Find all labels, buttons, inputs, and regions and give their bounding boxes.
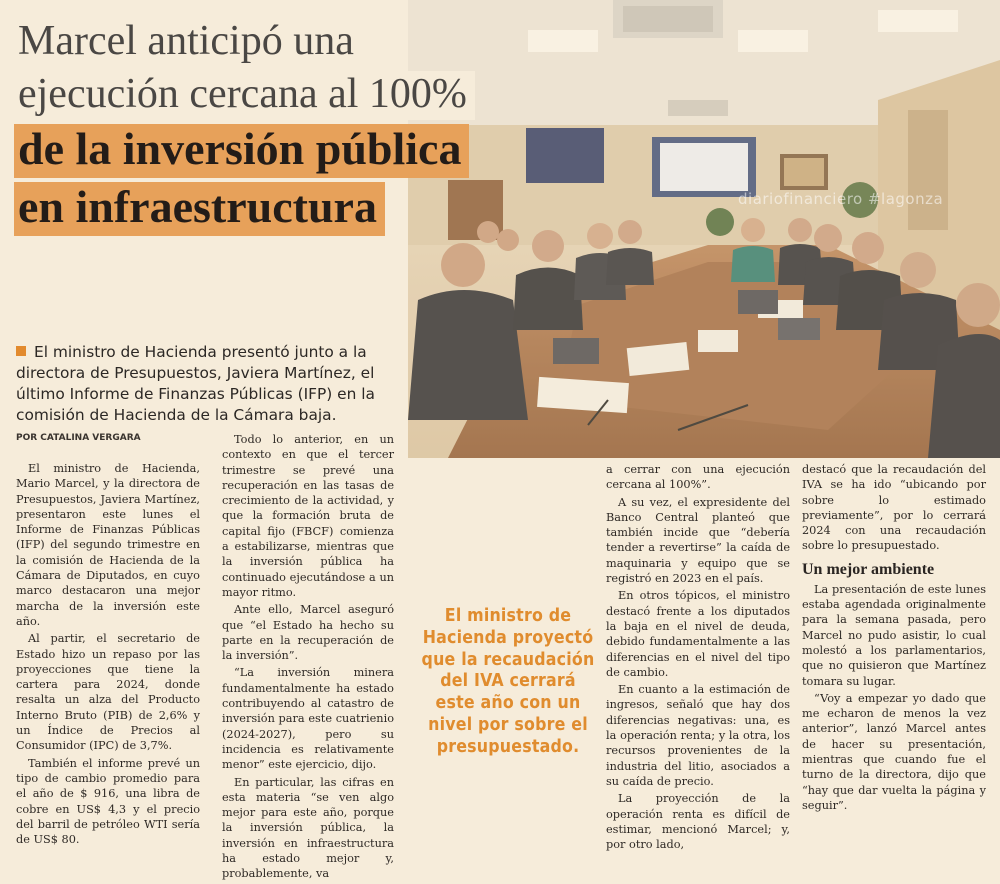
body-column-1	[16, 461, 200, 849]
lead-paragraph	[16, 342, 398, 426]
photo-illustration	[408, 0, 1000, 458]
body-paragraph: También el informe prevé un tipo de cambio promedio para el año de $ 916, una libra de cobre en US$ 4,3 y el precio del barril de petróleo WTI sería de US$ 80.	[16, 756, 200, 847]
body-paragraph: destacó que la recaudación del IVA se ha ido “ubicando por sobre lo estimado previamente”, por lo cerrará 2024 con una recaudación sobre lo presupuestado.	[802, 463, 986, 553]
body-paragraph: Todo lo anterior, en un contexto en que el tercer trimestre se prevé una recuperación en las tasas de crecimiento de la actividad, y que la formación bruta de capital fijo (FBCF) comienza a estabilizarse, mientras que la inversión pública ha continuado ejecutándose a un mayor ritmo.	[222, 433, 394, 599]
body-paragraph: Ante ello, Marcel aseguró que “el Estado ha hecho su parte en la recuperación de la inversión”.	[222, 603, 394, 663]
headline-line-3: de la inversión pública	[14, 124, 469, 178]
body-paragraph: La proyección de la operación renta es difícil de estimar, mencionó Marcel; y, por otro lado,	[606, 792, 790, 852]
body-paragraph: En otros tópicos, el ministro destacó frente a los diputados la baja en el nivel de deuda, debido fundamentalmente a las diferencias en el nivel del tipo de cambio.	[606, 589, 790, 679]
headline-line-2: ejecución cercana al 100%	[14, 71, 475, 120]
lead-bullet-icon	[16, 346, 26, 356]
body-column-4	[802, 462, 986, 815]
headline-line-1: Marcel anticipó una	[14, 18, 362, 67]
body-column-3	[606, 462, 790, 854]
pull-quote: El ministro de Hacienda proyectó que la recaudación del IVA cerrará este año con un nivel por sobre el presupuestado.	[421, 606, 595, 757]
section-subhead: Un mejor ambiente	[802, 560, 935, 578]
body-paragraph: La presentación de este lunes estaba agendada originalmente para la semana pasada, pero Marcel no pudo asistir, lo cual molestó a los parlamentarios, que no quisieron que Martínez tomara su lugar.	[802, 582, 986, 688]
body-paragraph: “La inversión minera fundamentalmente ha estado contribuyendo al catastro de inversión para este cuatrienio (2024-2027), pero su incidencia es relativamente menor” este ejercicio, dijo.	[222, 666, 394, 772]
body-paragraph: El ministro de Hacienda, Mario Marcel, y la directora de Presupuestos, Javiera Martínez, presentaron este lunes el Informe de Finanzas Públicas (IFP) del segundo trimestre en la comisión de Hacienda de la Cámara de Diputados, en cuyo marco destacaron una mejor marcha de la inversión este año.	[16, 462, 200, 628]
body-paragraph: a cerrar con una ejecución cercana al 100%”.	[606, 463, 790, 492]
lead-text: El ministro de Hacienda presentó junto a la directora de Presupuestos, Javiera Martínez, el último Informe de Finanzas Públicas (IFP) en la comisión de Hacienda de la Cámara baja.	[16, 343, 375, 424]
headline-line-4: en infraestructura	[14, 182, 385, 236]
body-paragraph: Al partir, el secretario de Estado hizo un repaso por las proyecciones que tiene la cartera para 2024, donde resalta un alza del Producto Interno Bruto (PIB) de 2,6% y un Índice de Precios al Consumidor (IPC) de 3,7%.	[16, 632, 200, 753]
committee-photo	[408, 0, 1000, 458]
body-paragraph: “Voy a empezar yo dado que me echaron de menos la vez anterior”, lanzó Marcel antes de hacer su presentación, mientras que cuando fue el turno de la directora, dijo que “hay que dar vuelta la página y seguir”.	[802, 691, 986, 812]
headline	[14, 18, 475, 240]
body-paragraph: En particular, las cifras en esta materia “se ven algo mejor para este año, porque la inversión pública, la inversión en infraestructura ha estado mejor y, probablemente, va	[222, 775, 394, 881]
body-column-2	[222, 432, 394, 884]
body-paragraph: En cuanto a la estimación de ingresos, señaló que hay dos diferencias negativas: una, es la operación renta; y la otra, los recursos provenientes de la industria del litio, asociados a su caída de precio.	[606, 683, 790, 788]
body-paragraph: A su vez, el expresidente del Banco Central planteó que también incide que “debería tender a revertirse” la caída de maquinaria y equipo que se registró en 2023 en el país.	[606, 495, 790, 586]
byline: POR CATALINA VERGARA	[16, 433, 141, 443]
photo-credit: diariofinanciero #lagonza	[738, 190, 944, 208]
